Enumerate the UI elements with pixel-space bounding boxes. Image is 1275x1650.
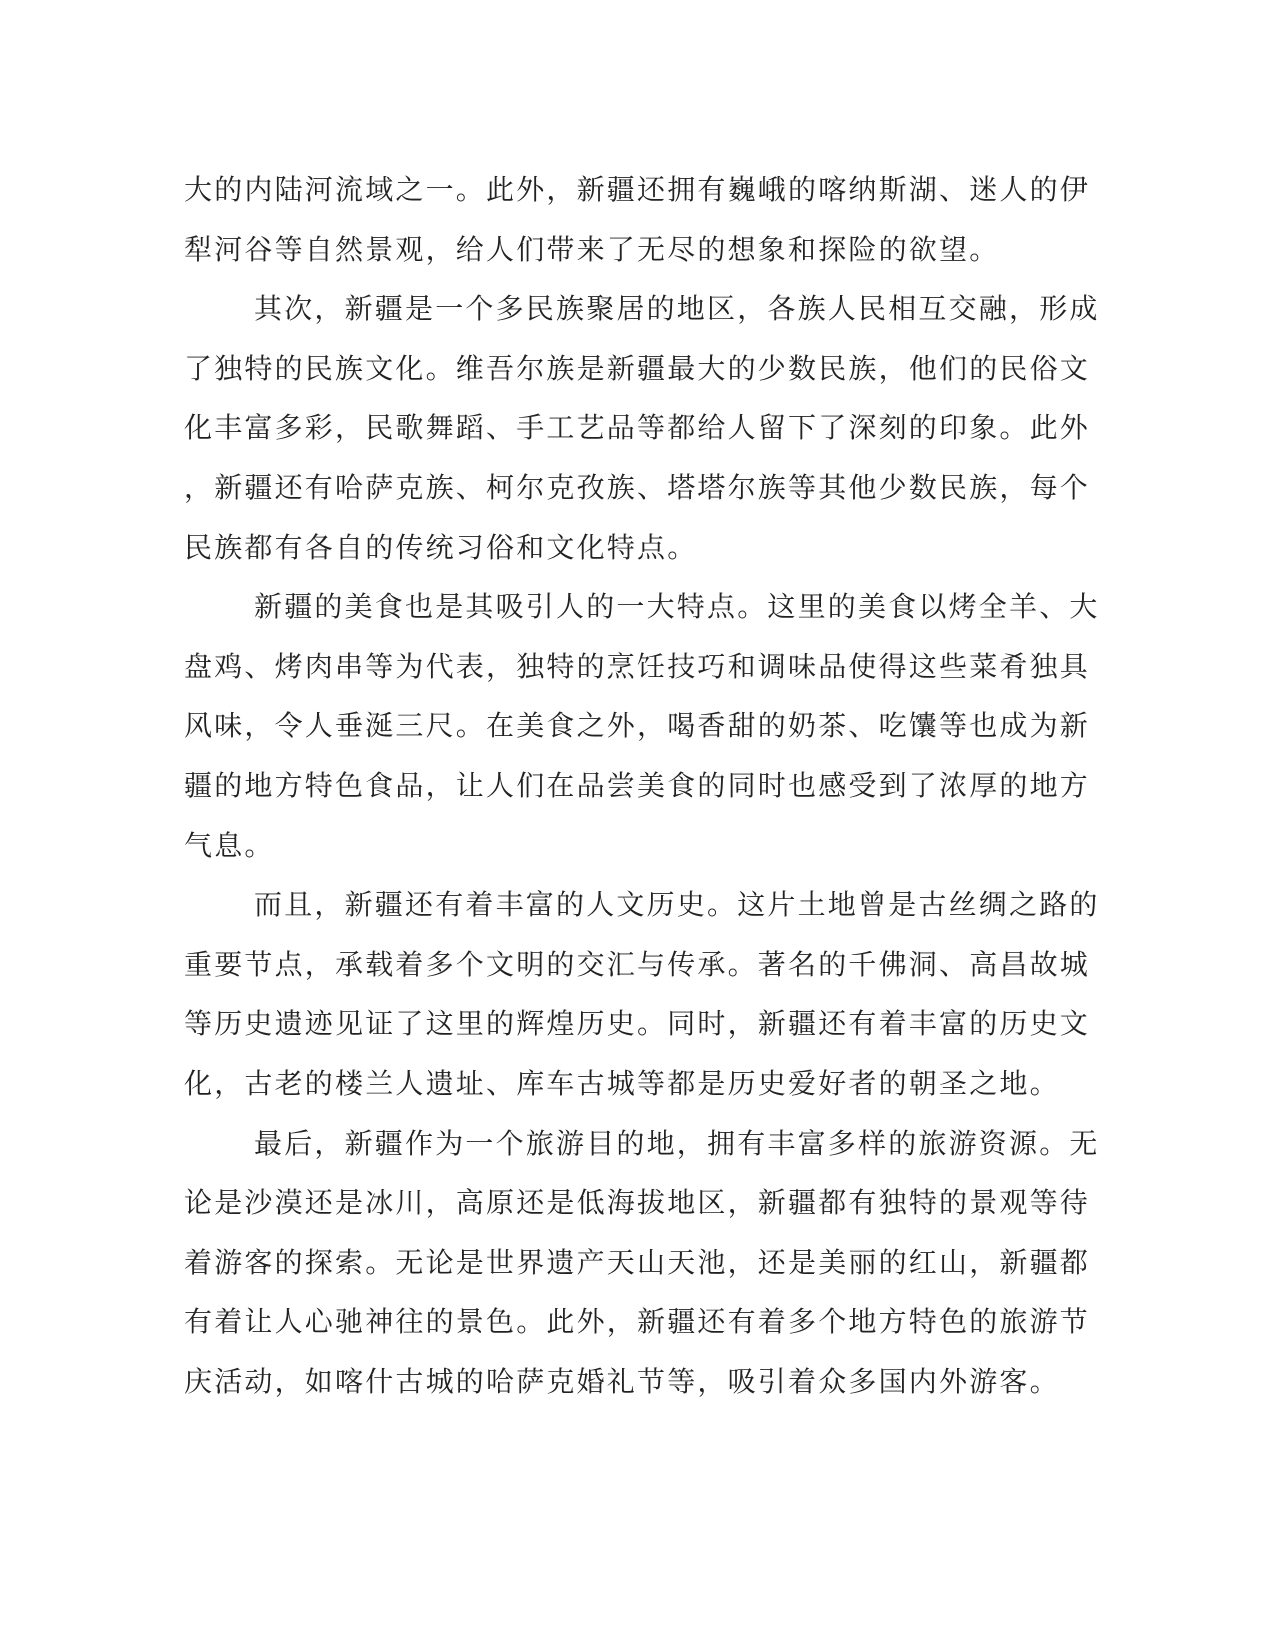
text-line: 有着让人心驰神往的景色。此外，新疆还有着多个地方特色的旅游节 [184,1305,1091,1339]
text-line: 民族都有各自的传统习俗和文化特点。 [184,530,698,564]
text-line: ，新疆还有哈萨克族、柯尔克孜族、塔塔尔族等其他少数民族，每个 [184,470,1091,504]
paragraph-start-line: 最后，新疆作为一个旅游目的地，拥有丰富多样的旅游资源。无 [254,1126,1100,1160]
text-line: 了独特的民族文化。维吾尔族是新疆最大的少数民族，他们的民俗文 [184,351,1091,385]
text-line: 等历史遗迹见证了这里的辉煌历史。同时，新疆还有着丰富的历史文 [184,1007,1091,1041]
text-line: 犁河谷等自然景观，给人们带来了无尽的想象和探险的欲望。 [184,232,1000,266]
text-line: 气息。 [184,828,275,862]
paragraph-start-line: 而且，新疆还有着丰富的人文历史。这片土地曾是古丝绸之路的 [254,888,1100,922]
text-line: 庆活动，如喀什古城的哈萨克婚礼节等，吸引着众多国内外游客。 [184,1364,1060,1398]
text-line: 论是沙漠还是冰川，高原还是低海拔地区，新疆都有独特的景观等待 [184,1186,1091,1220]
text-line: 重要节点，承载着多个文明的交汇与传承。著名的千佛洞、高昌故城 [184,947,1091,981]
text-line: 大的内陆河流域之一。此外，新疆还拥有巍峨的喀纳斯湖、迷人的伊 [184,173,1091,206]
paragraph-start-line: 其次，新疆是一个多民族聚居的地区，各族人民相互交融，形成 [254,292,1100,326]
text-line: 疆的地方特色食品，让人们在品尝美食的同时也感受到了浓厚的地方 [184,768,1091,802]
text-line: 风味，令人垂涎三尺。在美食之外，喝香甜的奶茶、吃馕等也成为新 [184,709,1091,743]
body-text [184,160,1100,1411]
paragraph-start-line: 新疆的美食也是其吸引人的一大特点。这里的美食以烤全羊、大 [254,590,1100,624]
text-line: 着游客的探索。无论是世界遗产天山天池，还是美丽的红山，新疆都 [184,1245,1091,1279]
text-line: 化，古老的楼兰人遗址、库车古城等都是历史爱好者的朝圣之地。 [184,1066,1060,1100]
text-line: 化丰富多彩，民歌舞蹈、手工艺品等都给人留下了深刻的印象。此外 [184,411,1091,445]
text-line: 盘鸡、烤肉串等为代表，独特的烹饪技巧和调味品使得这些菜肴独具 [184,649,1091,683]
